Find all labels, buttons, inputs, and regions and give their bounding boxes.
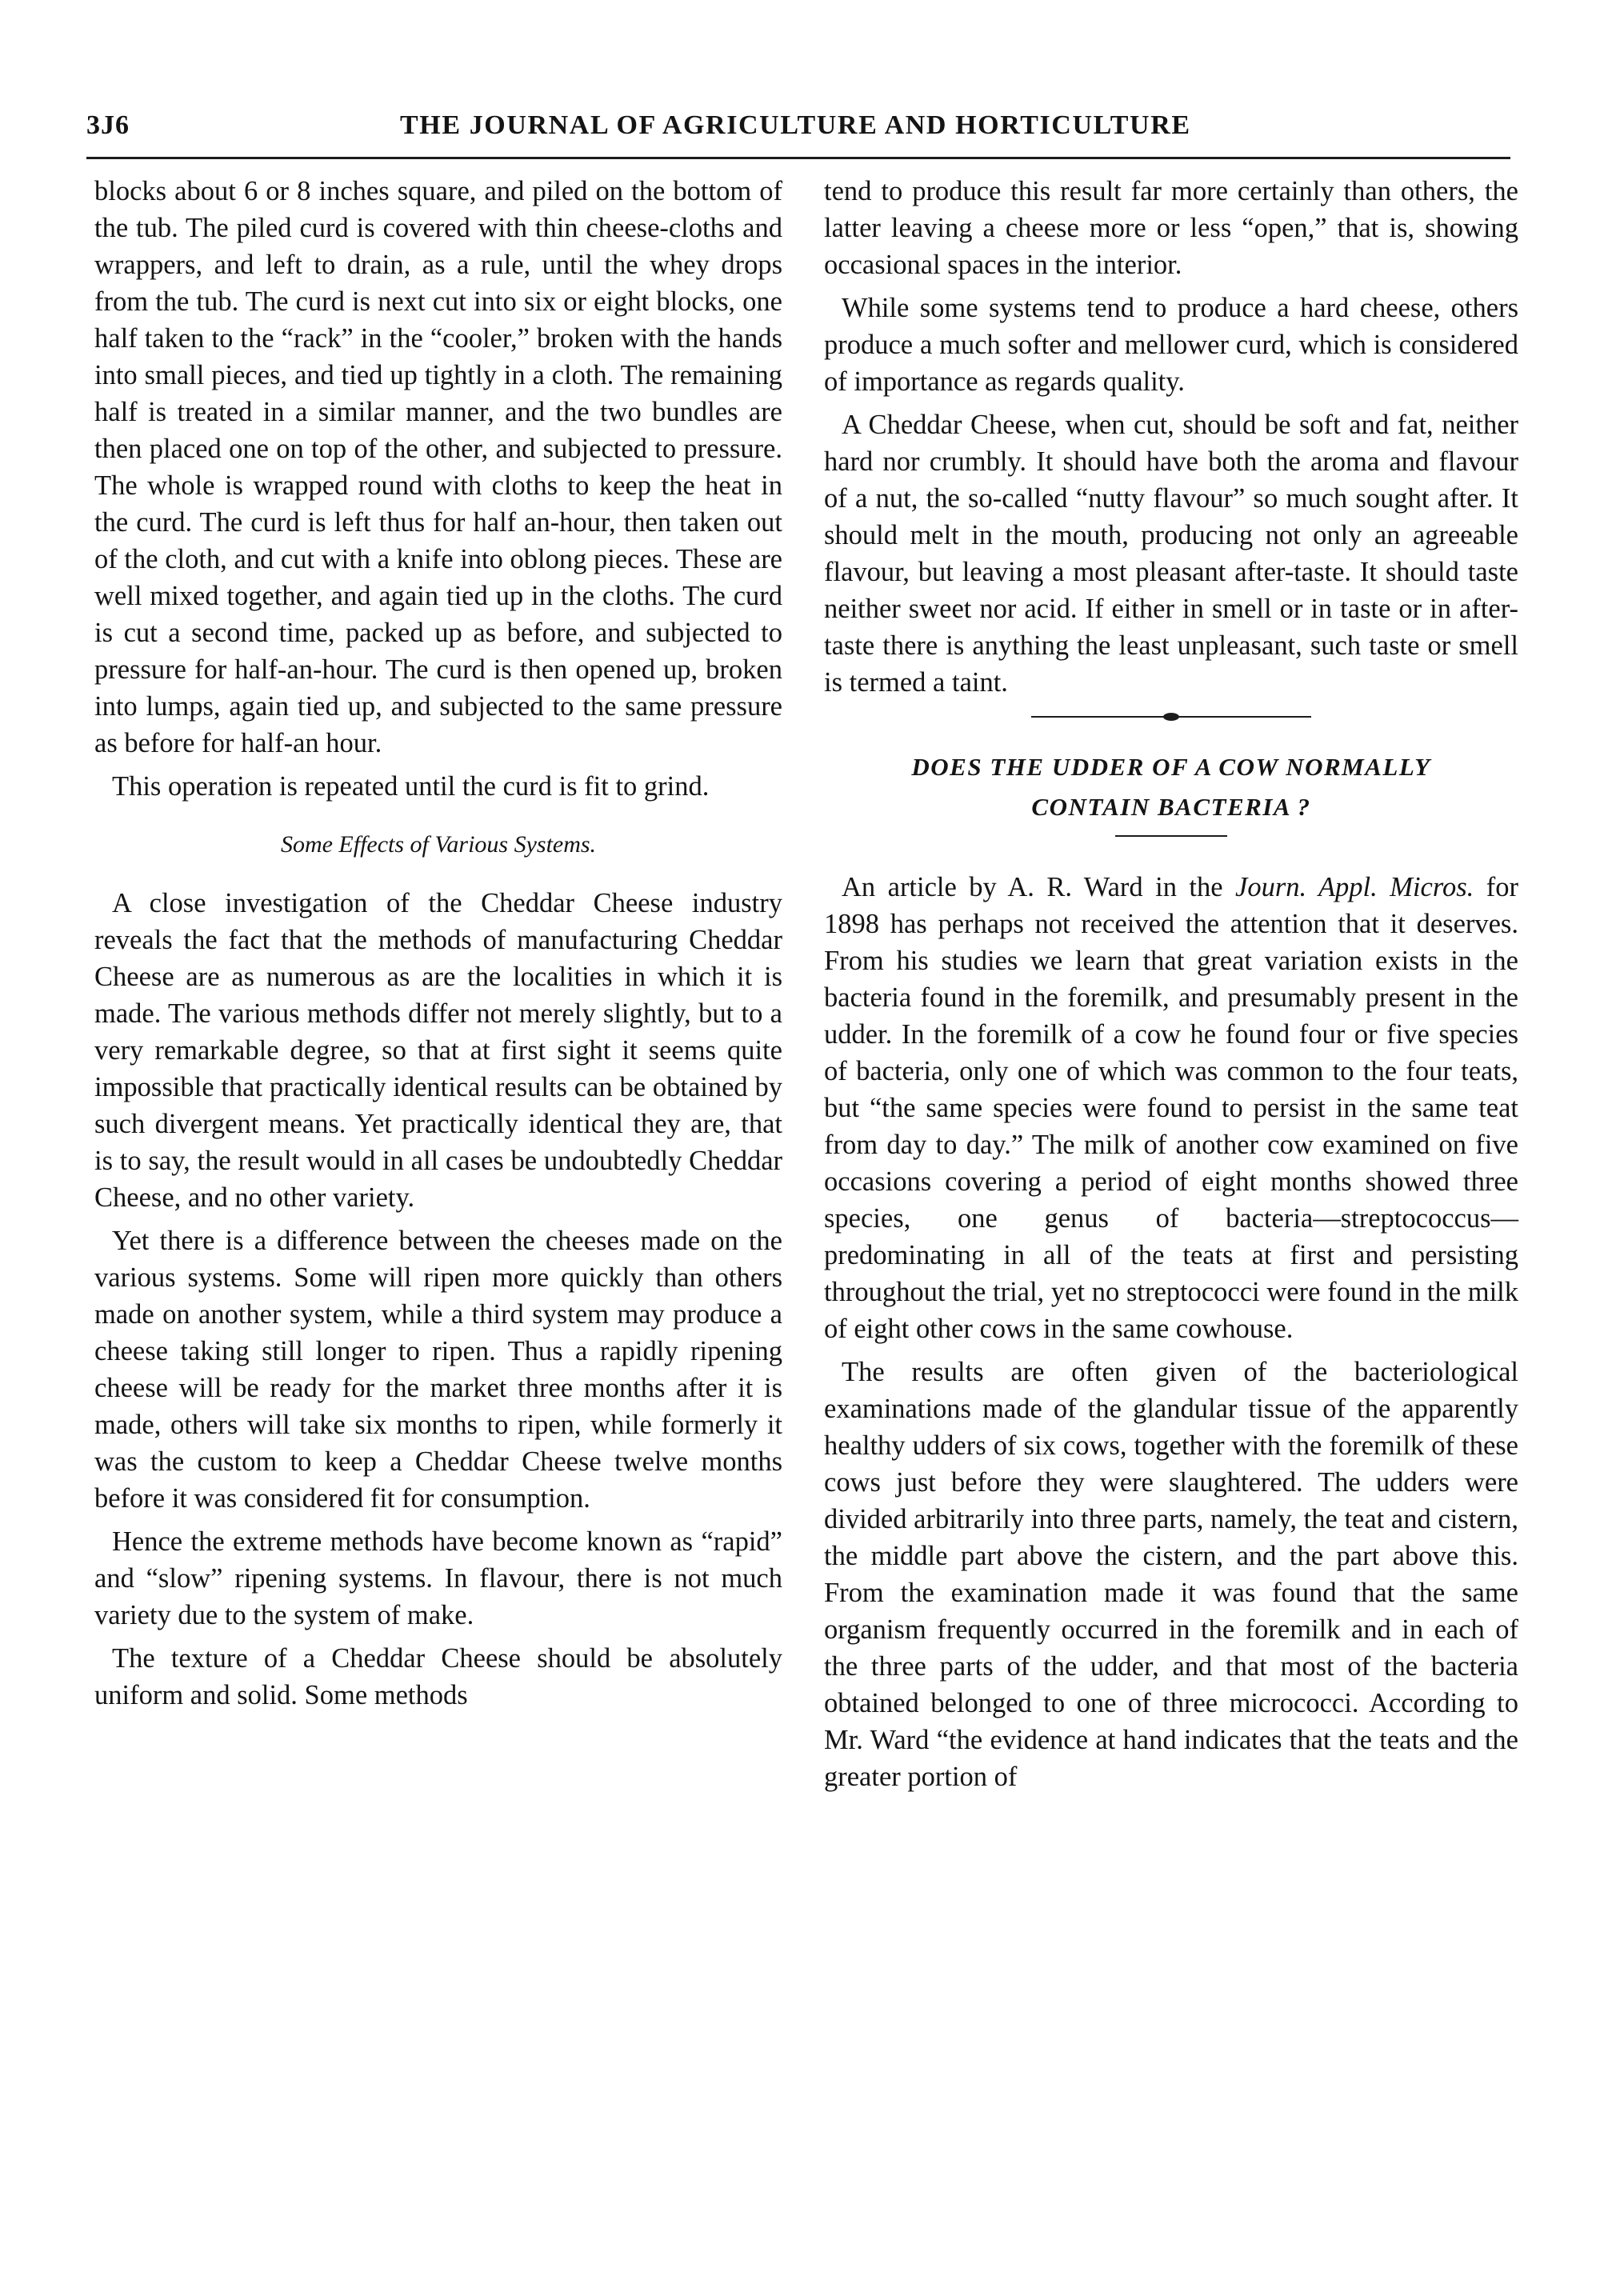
left-paragraph-3: A close investigation of the Cheddar Cheese industry reveals the fact that the methods of manufacturing Cheddar Cheese are as numerous as are the localities in which it is made. The various methods differ not merely slightly, but to a very remarkable degree, so that at first sight it seems quite impossible that practically identical results can be obtained by such divergent means. Yet practically identical they are, that is to say, the result would in all cases be undoubtedly Cheddar Cheese, and no other variety. bbox=[94, 888, 782, 1213]
header-rule bbox=[86, 157, 1510, 159]
section-subheading: Some Effects of Various Systems. bbox=[280, 831, 597, 858]
right-column bbox=[824, 173, 1518, 1802]
right-paragraph-5: The results are often given of the bacteriological examinations made of the glandular tissue of the apparently healthy udders of six cows, together with the foremilk of these cows just before they were slaughtered. The udders were divided arbitrarily into three parts, namely, the teat and cistern, the middle part above the cistern, and the part above this. From the examination made it was found that the same organism frequently occurred in the foremilk and in each of the three parts of the udder, and that most of the bacteria obtained belonged to one of three micrococci. According to Mr. Ward “the evidence at hand indicates that the teats and the greater portion of bbox=[824, 1357, 1518, 1792]
citation-rest: for 1898 has perhaps not received the attention that it deserves. From his studies we learn that great variation exists in the bacteria found in the foremilk, and presumably present in the udder. In the foremilk of a cow he found four or five species of bacteria, only one of which was common to the four teats, but “the same species were found to persist in the same teat from day to day.” The milk of another cow examined on five occasions covering a period of eight months showed three species, one genus of bacteria—streptococcus—predominating in all of the teats at first and persisting throughout the trial, yet no streptococci were found in the milk of eight other cows in the same cowhouse. bbox=[824, 872, 1518, 1344]
page-number: 3J6 bbox=[86, 110, 130, 140]
journal-title: THE JOURNAL OF AGRICULTURE AND HORTICULTURE bbox=[400, 110, 1191, 140]
citation-lead: An article by A. R. Ward in the bbox=[842, 872, 1236, 902]
article-title-line-2: CONTAIN BACTERIA ? bbox=[1031, 793, 1311, 821]
article-title-line-1: DOES THE UDDER OF A COW NORMALLY bbox=[911, 753, 1431, 781]
right-paragraph-2: While some systems tend to produce a hard cheese, others produce a much softer and mellower curd, which is considered of importance as regards quality. bbox=[824, 293, 1518, 397]
left-paragraph-5: Hence the extreme methods have become known as “rapid” and “slow” ripening systems. In flavour, there is not much variety due to the system of make. bbox=[94, 1526, 782, 1630]
divider-dot bbox=[1163, 713, 1179, 721]
left-column bbox=[94, 173, 782, 1720]
right-paragraph-4 bbox=[824, 869, 1518, 1347]
right-paragraph-1: tend to produce this result far more certainly than others, the latter leaving a cheese more or less “open,” that is, showing occasional spaces in the interior. bbox=[824, 176, 1518, 280]
title-rule bbox=[1115, 835, 1227, 837]
left-paragraph-6: The texture of a Cheddar Cheese should be absolutely uniform and solid. Some methods bbox=[94, 1643, 782, 1710]
left-paragraph-1: blocks about 6 or 8 inches square, and piled on the bottom of the tub. The piled curd is covered with thin cheese-cloths and wrappers, and left to drain, as a rule, until the whey drops from the tub. The curd is next cut into six or eight blocks, one half taken to the “rack” in the “cooler,” broken with the hands into small pieces, and tied up tightly in a cloth. The remaining half is treated in a similar manner, and the two bundles are then placed one on top of the other, and subjected to pressure. The whole is wrapped round with cloths to keep the heat in the curd. The curd is left thus for half an-hour, then taken out of the cloth, and cut with a knife into oblong pieces. These are well mixed together, and again tied up in the cloths. The curd is cut a second time, packed up as before, and subjected to pressure for half-an-hour. The curd is then opened up, broken into lumps, again tied up, and subjected to the same pressure as before for half-an hour. bbox=[94, 176, 782, 758]
section-divider-ornament bbox=[1031, 710, 1311, 723]
left-paragraph-4: Yet there is a difference between the cheeses made on the various systems. Some will ripen more quickly than others made on another system, while a third system may produce a cheese taking still longer to ripen. Thus a rapidly ripening cheese will be ready for the market three months after it is made, others will take six months to ripen, while formerly it was the custom to keep a Cheddar Cheese twelve months before it was considered fit for consumption. bbox=[94, 1226, 782, 1514]
journal-citation: Journ. Appl. Micros. bbox=[1235, 872, 1474, 902]
running-head bbox=[86, 110, 1510, 142]
right-paragraph-3: A Cheddar Cheese, when cut, should be soft and fat, neither hard nor crumbly. It should have both the aroma and flavour of a nut, the so-called “nutty flavour” so much sought after. It should melt in the mouth, producing not only an agreeable flavour, but leaving a most pleasant after-taste. It should taste neither sweet nor acid. If either in smell or in taste or in after-taste there is anything the least unpleasant, such taste or smell is termed a taint. bbox=[824, 410, 1518, 698]
left-paragraph-2: This operation is repeated until the curd is fit to grind. bbox=[112, 771, 710, 802]
